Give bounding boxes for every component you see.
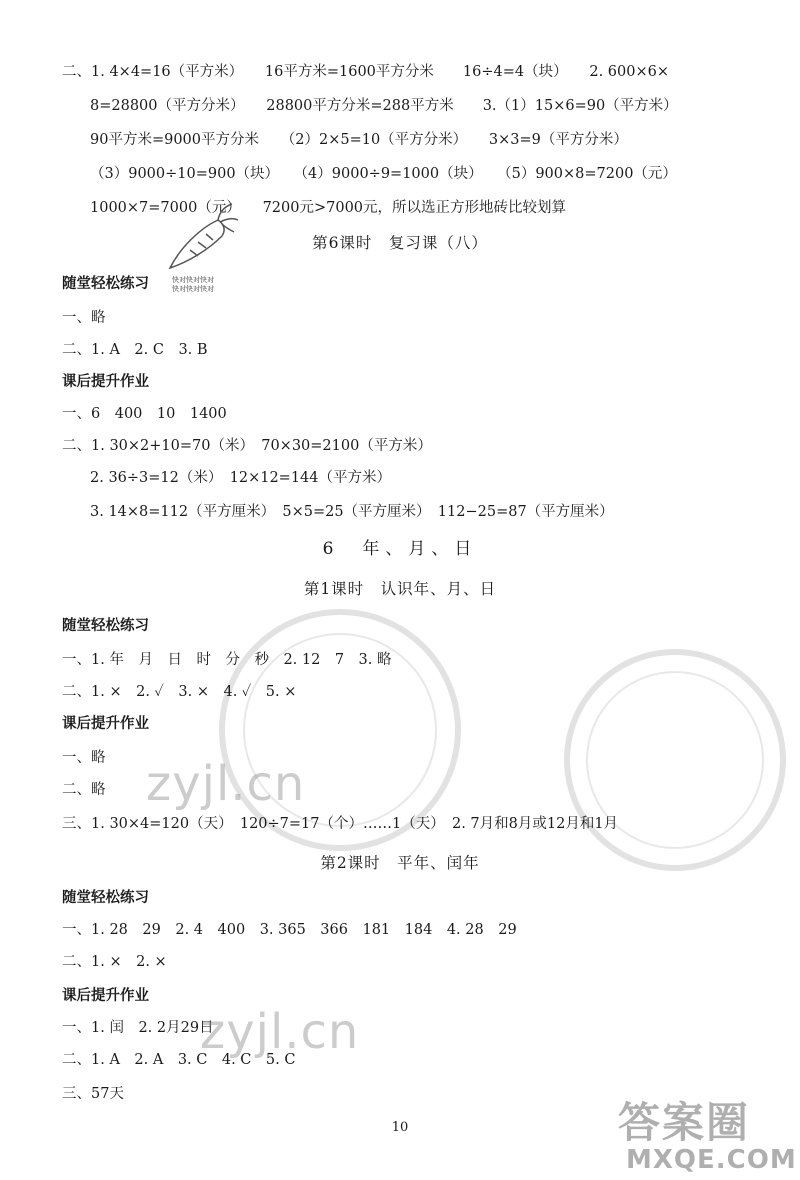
section-heading-homework: 课后提升作业	[62, 988, 149, 1004]
answer-line: 二、1. A 2. A 3. C 4. C 5. C	[62, 1052, 296, 1068]
answer-line: 一、6 400 10 1400	[62, 406, 227, 422]
section-heading-homework: 课后提升作业	[62, 716, 149, 732]
section-heading-homework: 课后提升作业	[62, 374, 149, 390]
watermark-text: zyjl.cn	[146, 756, 306, 812]
answer-line: 一、略	[62, 750, 106, 766]
unit-title: 6 年、月、日	[322, 539, 478, 559]
answer-line: 一、1. 年 月 日 时 分 秒 2. 12 7 3. 略	[62, 652, 392, 668]
site-logo: 答案圈	[618, 1098, 751, 1147]
section-heading-class-practice: 随堂轻松练习	[62, 890, 149, 906]
page-number: 10	[391, 1120, 409, 1135]
answer-line: 三、1. 30×4=120（天） 120÷7=17（个）……1（天） 2. 7月和8月或12月和1月	[62, 816, 619, 832]
answer-line-5: 1000×7=7000（元） 7200元>7000元，所以选正方形地砖比较划算	[90, 200, 567, 216]
answer-line: 二、1. × 2. ×	[62, 954, 167, 970]
answer-line: 一、1. 28 29 2. 4 400 3. 365 366 181 184 4. 28 29	[62, 922, 517, 938]
lesson-2-title: 第2课时 平年、闰年	[320, 854, 480, 872]
site-url: MXQE.COM	[626, 1145, 797, 1175]
answer-line: 三、57天	[62, 1086, 124, 1102]
section-heading-class-practice: 随堂轻松练习	[62, 618, 149, 634]
answer-line-3: 90平方米=9000平方分米 （2）2×5=10（平方分米） 3×3=9（平方分米）	[90, 132, 628, 148]
watermark-text: zyjl.cn	[200, 1004, 360, 1060]
answer-line: 一、略	[62, 310, 106, 326]
lesson-6-title: 第6课时 复习课（八）	[312, 234, 488, 252]
answer-line: 一、1. 闰 2. 2月29日	[62, 1020, 214, 1036]
stamp-watermark-right	[555, 640, 795, 880]
lesson-1-title: 第1课时 认识年、月、日	[303, 580, 497, 598]
answer-line: 3. 14×8=112（平方厘米） 5×5=25（平方厘米） 112−25=87（平方厘米）	[90, 504, 614, 520]
answer-line-2: 8=28800（平方分米） 28800平方分米=288平方米 3.（1）15×6=90（平方米）	[90, 98, 678, 114]
answer-line-1: 二、1. 4×4=16（平方米） 16平方米=1600平方分米 16÷4=4（块） 2. 600×6×	[62, 64, 669, 80]
answer-line: 二、略	[62, 782, 106, 798]
answer-line: 2. 36÷3=12（米） 12×12=144（平方米）	[90, 470, 391, 486]
stamp-text: 快对快对快对 快对快对快对	[172, 276, 214, 293]
section-heading-class-practice: 随堂轻松练习	[62, 276, 149, 292]
answer-line-4: （3）9000÷10=900（块） （4）9000÷9=1000（块） （5）900×8=7200（元）	[90, 166, 677, 182]
answer-line: 二、1. 30×2+10=70（米） 70×30=2100（平方米）	[62, 438, 432, 454]
answer-line: 二、1. A 2. C 3. B	[62, 342, 208, 358]
answer-line: 二、1. × 2. ✓ 3. × 4. ✓ 5. ×	[62, 684, 297, 700]
